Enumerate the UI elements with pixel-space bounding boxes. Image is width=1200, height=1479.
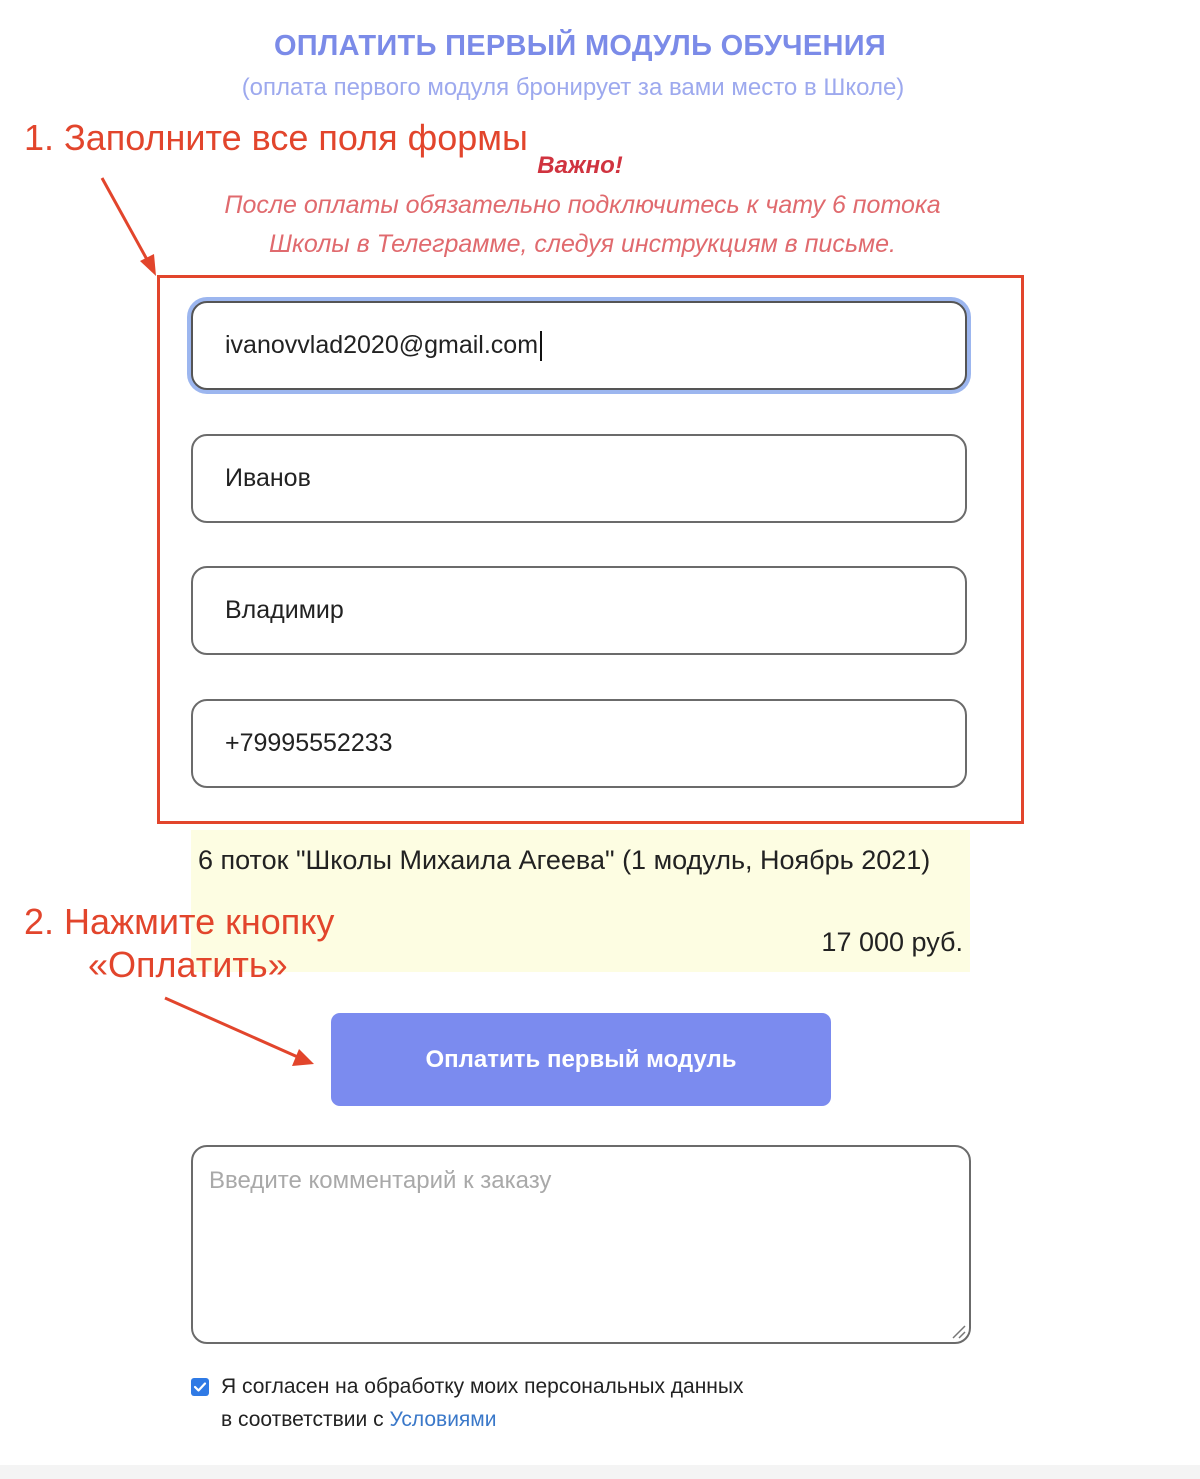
- consent-prefix: в соответствии с: [221, 1408, 390, 1431]
- checkmark-icon: [193, 1380, 207, 1394]
- page-subtitle: (оплата первого модуля бронирует за вами место в Школе): [241, 74, 905, 101]
- pay-first-module-button[interactable]: Оплатить первый модуль: [331, 1013, 831, 1106]
- notice-text: После оплаты обязательно подключитесь к чату 6 потока Школы в Телеграмме, следуя инструкциям в письме.: [224, 191, 941, 258]
- phone-field[interactable]: [191, 699, 967, 788]
- page-bottom-edge: [0, 1465, 1200, 1479]
- first-name-value: Владимир: [225, 596, 344, 624]
- annotation-step-2: 2. Нажмите кнопку: [24, 901, 335, 942]
- resize-handle-icon[interactable]: [950, 1323, 966, 1339]
- consent-text-line-2: [221, 1408, 496, 1432]
- text-caret: [540, 331, 542, 361]
- page-title: ОПЛАТИТЬ ПЕРВЫЙ МОДУЛЬ ОБУЧЕНИЯ: [273, 30, 887, 62]
- annotation-step-2-button-name: «Оплатить»: [88, 944, 288, 985]
- first-name-field[interactable]: [191, 566, 967, 655]
- last-name-field[interactable]: [191, 434, 967, 523]
- phone-value: +79995552233: [225, 729, 393, 757]
- annotation-step-1: 1. Заполните все поля формы: [24, 117, 528, 158]
- product-price: 17 000 руб.: [821, 927, 963, 957]
- comment-placeholder: Введите комментарий к заказу: [209, 1167, 552, 1194]
- email-field[interactable]: [191, 301, 967, 390]
- last-name-value: Иванов: [225, 464, 311, 492]
- product-name: 6 поток "Школы Михаила Агеева" (1 модуль, Ноябрь 2021): [198, 845, 931, 875]
- consent-checkbox[interactable]: [191, 1378, 209, 1396]
- notice-title: Важно!: [537, 152, 623, 179]
- comment-textarea[interactable]: [191, 1145, 971, 1344]
- terms-link[interactable]: Условиями: [389, 1408, 497, 1431]
- email-value: ivanovvlad2020@gmail.com: [225, 331, 539, 359]
- consent-text: Я согласен на обработку моих персональных данных: [221, 1375, 744, 1398]
